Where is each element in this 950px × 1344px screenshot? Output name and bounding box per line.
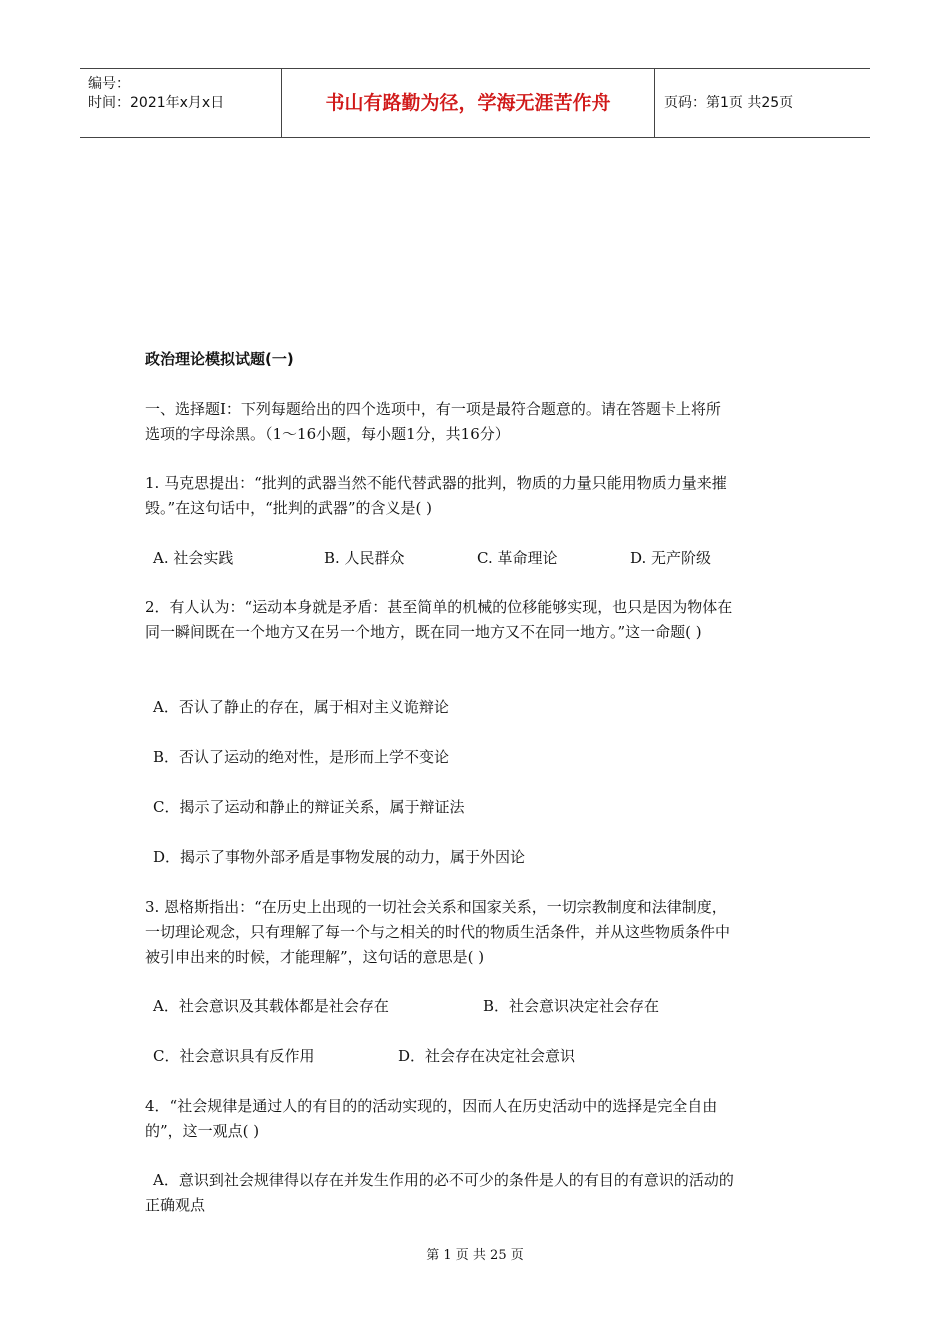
question-3-option-a: A．社会意识及其载体都是社会存在: [153, 997, 389, 1015]
question-1-stem: [145, 471, 815, 521]
question-1-option-a: A. 社会实践: [153, 549, 234, 567]
question-3-line: 3. 恩格斯指出：“在历史上出现的一切社会关系和国家关系，一切宗教制度和法律制度，: [145, 898, 727, 916]
question-4-line: 4．“社会规律是通过人的有目的的活动实现的，因而人在历史活动中的选择是完全自由: [145, 1097, 718, 1115]
question-1-option-b: B. 人民群众: [324, 549, 405, 567]
question-4-option-a-line: 正确观点: [145, 1196, 206, 1214]
question-2-line: 同一瞬间既在一个地方又在另一个地方，既在同一地方又不在同一地方。”这一命题( ): [145, 623, 702, 641]
header-motto: 书山有路勤为径，学海无涯苦作舟: [325, 92, 611, 114]
question-3-line: 一切理论观念，只有理解了每一个与之相关的时代的物质生活条件，并从这些物质条件中: [145, 923, 731, 941]
document-title: 政治理论模拟试题(一): [145, 350, 294, 368]
header-divider: [654, 69, 655, 137]
question-3-stem: [145, 895, 815, 970]
code-label: 编号：: [88, 76, 130, 92]
question-2-line: 2．有人认为：“运动本身就是矛盾：甚至简单的机械的位移能够实现，也只是因为物体在: [145, 598, 733, 616]
instructions-line: 选项的字母涂黑。（1～16小题，每小题1分，共16分）: [145, 425, 510, 443]
question-2-option-a: A．否认了静止的存在，属于相对主义诡辩论: [153, 698, 449, 716]
question-3-line: 被引申出来的时候，才能理解”，这句话的意思是( ): [145, 948, 485, 966]
page-footer: 第 1 页 共 25 页: [426, 1248, 524, 1263]
question-4-line: 的”，这一观点( ): [145, 1122, 260, 1140]
question-1-option-c: C. 革命理论: [477, 549, 558, 567]
page-header: [80, 68, 870, 138]
question-1-line: 毁。”在这句话中，“批判的武器”的含义是( ): [145, 499, 432, 517]
header-meta: [88, 75, 224, 113]
question-2-option-c: C．揭示了运动和静止的辩证关系，属于辩证法: [153, 798, 465, 816]
question-3-option-b: B．社会意识决定社会存在: [483, 997, 660, 1015]
header-page-info: 页码：第1页 共25页: [664, 95, 794, 111]
question-1-option-d: D. 无产阶级: [630, 549, 712, 567]
instructions: [145, 397, 815, 447]
question-3-option-d: D．社会存在决定社会意识: [398, 1047, 576, 1065]
instructions-line: 一、选择题Ⅰ：下列每题给出的四个选项中，有一项是最符合题意的。请在答题卡上将所: [145, 400, 721, 418]
question-3-option-c: C．社会意识具有反作用: [153, 1047, 315, 1065]
question-2-option-b: B．否认了运动的绝对性，是形而上学不变论: [153, 748, 450, 766]
question-2-stem: [145, 595, 815, 645]
question-1-line: 1. 马克思提出：“批判的武器当然不能代替武器的批判，物质的力量只能用物质力量来摧: [145, 474, 727, 492]
question-4-stem: [145, 1094, 815, 1144]
question-2-option-d: D．揭示了事物外部矛盾是事物发展的动力，属于外因论: [153, 848, 526, 866]
question-4-option-a-line: A．意识到社会规律得以存在并发生作用的必不可少的条件是人的有目的有意识的活动的: [153, 1171, 734, 1189]
time-label: 时间：2021年x月x日: [88, 95, 225, 111]
question-4-option-a: [145, 1168, 815, 1218]
